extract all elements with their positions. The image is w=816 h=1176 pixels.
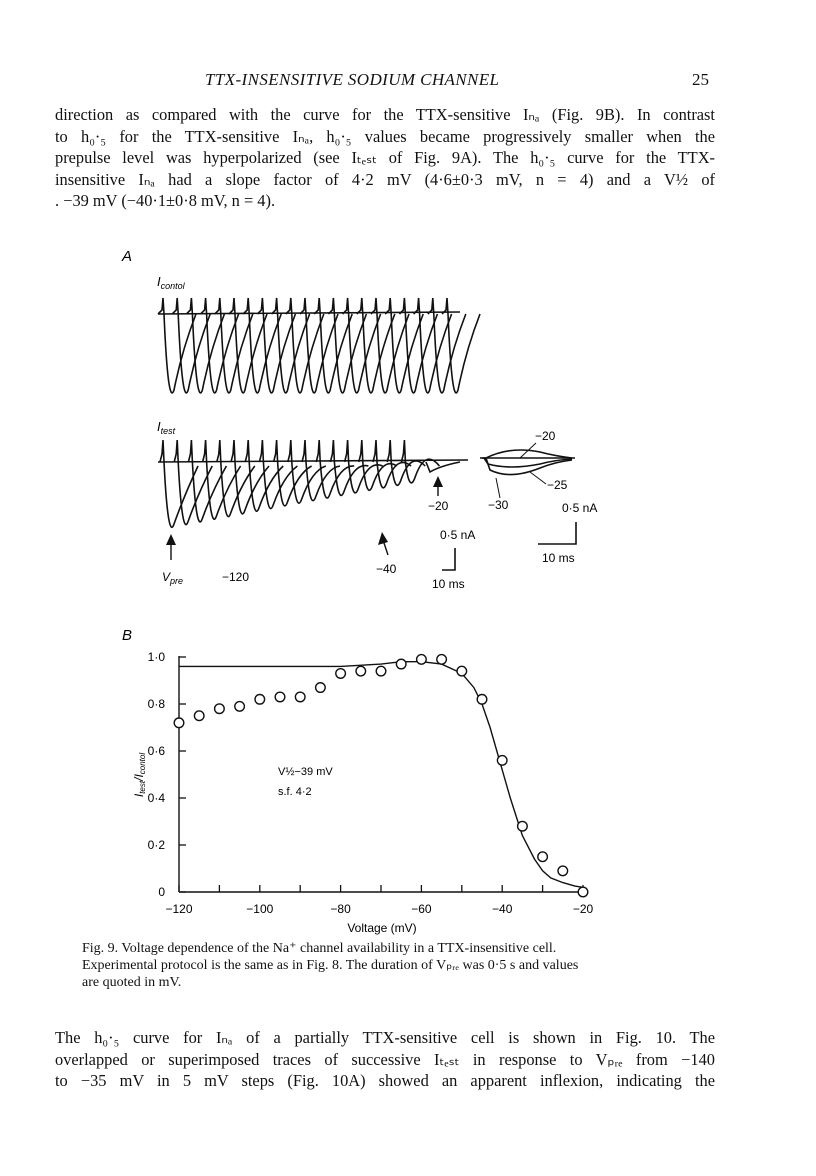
minus20-arrowhead <box>433 476 443 487</box>
scale-left-current: 0·5 nA <box>440 528 476 542</box>
vpre-arrowhead <box>166 534 176 545</box>
caption-line: Fig. 9. Voltage dependence of the Na⁺ channel availability in a TTX-insensitive cell. <box>82 941 557 956</box>
figure-b-chart <box>110 620 630 940</box>
vpre-label: $V_{pre}$ <box>162 570 184 586</box>
x-ticks <box>165 885 593 916</box>
inset-traces <box>480 450 575 475</box>
inset-pointer-minus30 <box>496 478 500 498</box>
inset-label-minus20: −20 <box>535 429 556 443</box>
annotation-vhalf: V½−39 mV <box>278 766 333 778</box>
paragraph-line: direction as compared with the curve for the TTX-sensitive Iₙₐ (Fig. 9B). In contrast <box>55 105 715 124</box>
scale-bar-right <box>538 522 576 544</box>
y-tick-label: 0·6 <box>147 744 165 758</box>
data-point <box>497 756 507 766</box>
data-point <box>558 866 568 876</box>
minus40-arrowhead <box>378 532 388 545</box>
inset-label-minus30: −30 <box>488 498 509 512</box>
label-minus120: −120 <box>222 570 250 584</box>
x-axis-label: Voltage (mV) <box>347 921 417 935</box>
data-point <box>457 666 467 676</box>
data-point <box>194 711 204 721</box>
x-tick-label: −100 <box>246 902 274 916</box>
test-traces <box>158 440 468 527</box>
page-number: 25 <box>692 70 709 89</box>
running-title: TTX-INSENSITIVE SODIUM CHANNEL <box>205 70 500 89</box>
data-point <box>356 666 366 676</box>
y-tick-label: 0 <box>158 885 165 899</box>
panel-label-a: A <box>122 248 133 265</box>
paragraph-line: to −35 mV in 5 mV steps (Fig. 10A) showed an apparent inflexion, indicating the <box>55 1071 715 1090</box>
figure-a-traces <box>110 240 630 600</box>
y-ticks <box>148 650 186 899</box>
x-tick-label: −40 <box>492 902 513 916</box>
scale-right-current: 0·5 nA <box>562 501 598 515</box>
page-header <box>0 68 816 92</box>
data-point <box>376 666 386 676</box>
test-baseline <box>158 460 468 462</box>
inset-label-minus25: −25 <box>547 478 568 492</box>
y-axis-label: Itest/Icontol <box>132 752 147 798</box>
data-point <box>295 692 305 702</box>
figure-caption <box>82 940 682 991</box>
inset-pointer-minus25 <box>530 472 546 484</box>
data-point <box>336 669 346 679</box>
icontrol-label: $I_{contol}$ <box>157 274 185 291</box>
data-point <box>215 704 225 714</box>
caption-line: are quoted in mV. <box>82 975 182 990</box>
data-point <box>477 695 487 705</box>
data-point <box>174 718 184 728</box>
paragraph-top <box>55 104 715 212</box>
data-point <box>518 821 528 831</box>
data-point <box>316 683 326 693</box>
y-tick-label: 0·8 <box>147 697 165 711</box>
scale-right-time: 10 ms <box>542 551 575 565</box>
y-tick-label: 0·2 <box>147 838 165 852</box>
paragraph-line: insensitive Iₙₐ had a slope factor of 4·2 mV (4·6±0·3 mV, n = 4) and a V½ of <box>55 169 715 189</box>
label-minus40: −40 <box>376 562 397 576</box>
paragraph-line: overlapped or superimposed traces of successive Iₜₑₛₜ in response to Vₚᵣₑ from −140 <box>55 1049 715 1069</box>
paragraph-line: to h₀·₅ for the TTX-sensitive Iₙₐ, h₀·₅ values became progressively smaller when the <box>55 126 715 146</box>
data-point <box>578 887 588 897</box>
x-tick-label: −120 <box>165 902 193 916</box>
data-point <box>255 695 265 705</box>
panel-label-b: B <box>122 627 133 644</box>
x-tick-label: −80 <box>330 902 351 916</box>
paragraph-line: The h₀·₅ curve for Iₙₐ of a partially TTX-sensitive cell is shown in Fig. 10. The <box>55 1028 715 1047</box>
itest-label: $I_{test}$ <box>157 419 176 436</box>
data-point <box>275 692 285 702</box>
annotation-slope-factor: s.f. 4·2 <box>278 786 312 798</box>
data-point <box>437 655 447 665</box>
caption-line: Experimental protocol is the same as in Fig. 8. The duration of Vₚᵣₑ was 0·5 s and values <box>82 958 579 973</box>
data-points <box>174 655 588 897</box>
x-tick-label: −60 <box>411 902 432 916</box>
paragraph-line: . −39 mV (−40·1±0·8 mV, n = 4). <box>55 191 276 210</box>
scale-left-time: 10 ms <box>432 577 465 591</box>
y-tick-label: 1·0 <box>147 650 165 664</box>
label-minus20-left: −20 <box>428 499 449 513</box>
data-point <box>396 659 406 669</box>
test-trace-late <box>426 462 460 472</box>
control-traces <box>158 298 480 393</box>
x-tick-label: −20 <box>572 902 594 916</box>
data-point <box>538 852 548 862</box>
scale-bar-left <box>442 548 455 570</box>
y-tick-label: 0·4 <box>147 791 165 805</box>
fit-curve <box>179 662 583 888</box>
data-point <box>417 655 427 665</box>
data-point <box>235 702 245 712</box>
paragraph-bottom <box>55 1027 715 1092</box>
paragraph-line: prepulse level was hyperpolarized (see Iₜₑₛₜ of Fig. 9A). The h₀·₅ curve for the TTX- <box>55 148 715 167</box>
